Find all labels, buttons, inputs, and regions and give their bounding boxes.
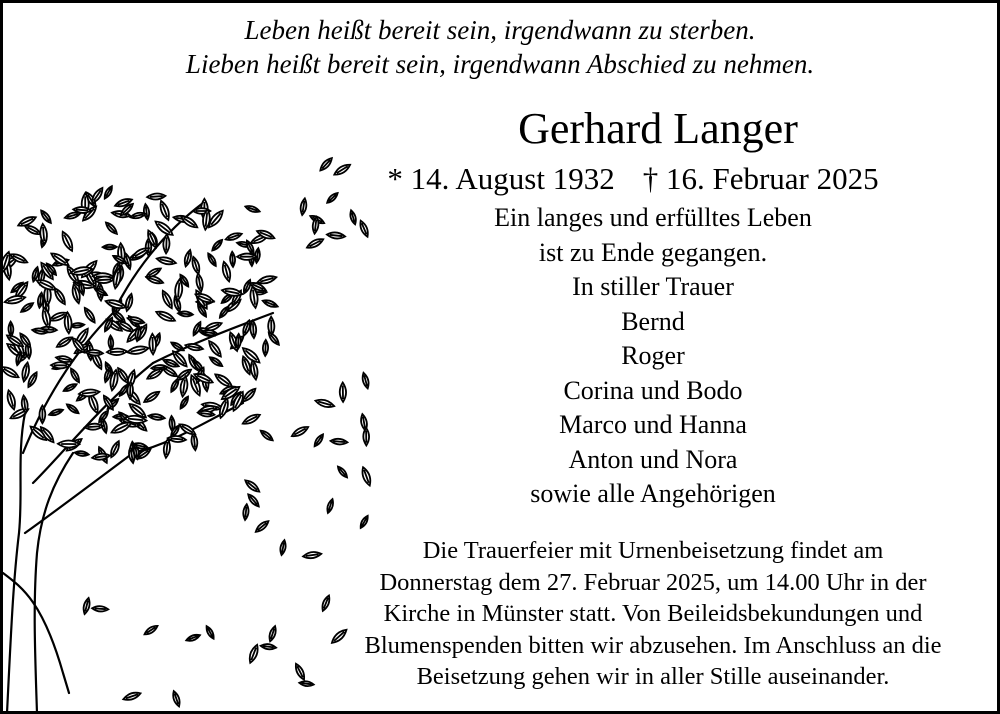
mourners-heading: In stiller Trauer [572, 272, 734, 301]
motto-line: Lieben heißt bereit sein, irgendwann Abschied zu nehmen. [185, 49, 815, 79]
tribute-and-mourners [398, 201, 908, 512]
leaf-shape [51, 362, 70, 368]
mourner-name: Corina und Bodo [563, 375, 743, 405]
leaf-shape [363, 428, 369, 446]
mourner-name: Anton und Nora [568, 444, 738, 474]
leaf-shape [326, 498, 335, 513]
tribute-line: ist zu Ende gegangen. [538, 237, 768, 267]
leaf-shape [103, 185, 114, 200]
deceased-name: Gerhard Langer [518, 104, 798, 153]
leaf-shape [55, 335, 73, 349]
leaf-shape [105, 298, 127, 311]
leaf-shape [299, 198, 307, 215]
leaf-shape [69, 367, 81, 383]
motto-quote [3, 13, 997, 81]
death-date: † 16. Februar 2025 [642, 161, 879, 196]
leaf-shape [65, 403, 80, 416]
leaf-shape [257, 274, 278, 285]
leaf-shape [259, 429, 274, 443]
leaf-shape [330, 438, 347, 445]
leaf-shape [263, 340, 269, 356]
leaf-shape [48, 408, 63, 417]
leaf-shape [127, 382, 133, 399]
motto-line: Leben heißt bereit sein, irgendwann zu sterben. [244, 15, 756, 45]
leaf-shape [206, 252, 218, 267]
leaf-shape [8, 322, 13, 337]
leaf-shape [60, 230, 76, 252]
leaf-shape [155, 309, 177, 324]
leaf-shape [247, 644, 260, 664]
leaf-shape [3, 364, 20, 380]
leaf-shape [358, 220, 370, 238]
leaf-shape [4, 294, 26, 305]
leaf-shape [171, 690, 181, 707]
leaf-shape [160, 289, 175, 309]
leaf-shape [359, 515, 370, 529]
leaf-shape [40, 406, 46, 424]
leaf-shape [58, 440, 80, 447]
leaf-shape [336, 465, 349, 479]
leaf-shape [147, 193, 166, 200]
mourner-name: Marco und Hanna [559, 410, 747, 439]
leaf-shape [237, 254, 256, 260]
leaf-shape [127, 345, 149, 356]
leaf-shape [221, 287, 243, 298]
leaf-shape [213, 372, 234, 390]
leaf-shape [230, 252, 236, 267]
leaf-shape [167, 435, 186, 442]
leaf-shape [327, 232, 346, 240]
leaf-shape [315, 398, 336, 409]
leaf-shape [185, 342, 204, 351]
leaf-shape [143, 204, 150, 220]
mourner-name: Roger [621, 341, 685, 370]
leaf-shape [74, 450, 89, 457]
leaf-shape [39, 209, 53, 225]
leaf-shape [191, 432, 199, 450]
leaf-shape [179, 395, 190, 409]
leaf-shape [195, 273, 204, 292]
leaf-shape [250, 320, 257, 338]
notice-line: Kirche in Münster statt. Von Beileidsbekundungen und [383, 600, 923, 627]
leaf-shape [62, 382, 77, 393]
leaf-shape [158, 200, 171, 221]
leaf-shape [183, 249, 193, 267]
leaf-shape [20, 301, 35, 314]
leaf-shape [254, 519, 270, 534]
leaf-shape [211, 238, 224, 252]
leaf-shape [290, 424, 309, 438]
leaf-shape [207, 339, 224, 358]
notice-line: Die Trauerfeier mit Urnenbeisetzung findet am [422, 537, 884, 564]
leaf-shape [108, 335, 113, 350]
mourner-name: sowie alle Angehörigen [530, 479, 776, 508]
leaf-shape [313, 433, 325, 448]
leaf-shape [225, 231, 243, 242]
leaf-shape [245, 204, 261, 214]
leaf-shape [268, 625, 278, 642]
leaf-shape [127, 315, 145, 325]
leaf-shape [235, 334, 241, 349]
leaf-shape [361, 372, 370, 389]
leaf-shape [340, 382, 347, 401]
tribute-line: Ein langes und erfülltes Leben [494, 203, 812, 232]
leaf-shape [143, 389, 161, 404]
leaf-shape [243, 478, 261, 494]
leaf-shape [293, 662, 306, 680]
notice-line: Blumenspenden bitten wir abzusehen. Im Anschluss an die [364, 631, 942, 659]
leaf-shape [5, 389, 17, 410]
leaf-shape [262, 298, 279, 309]
leaf-shape [109, 440, 122, 459]
leaf-shape [360, 466, 373, 486]
leaf-shape [306, 237, 325, 251]
funeral-notice [308, 535, 998, 693]
leaf-shape [148, 413, 165, 421]
leaf-shape [104, 221, 119, 236]
leaf-shape [267, 331, 281, 346]
leaf-shape [279, 540, 287, 556]
leaf-shape [41, 307, 52, 329]
birth-date: * 14. August 1932 [387, 161, 615, 196]
leaf-shape [205, 625, 216, 640]
notice-line: Beisetzung gehen wir in aller Stille auseinander. [416, 663, 890, 690]
leaf-shape [130, 211, 146, 219]
notice-line: Donnerstag dem 27. Februar 2025, um 14.00 Uhr in der [379, 568, 927, 596]
leaf-shape [79, 388, 100, 397]
leaf-shape [241, 412, 261, 426]
leaf-shape [185, 633, 200, 643]
leaf-shape [143, 624, 159, 637]
leaf-shape [153, 219, 174, 238]
leaf-shape [349, 210, 358, 225]
leaf-shape [82, 597, 91, 614]
life-dates [303, 159, 963, 199]
leaf-shape [124, 293, 134, 312]
leaf-shape [243, 504, 250, 520]
leaf-shape [260, 643, 276, 650]
leaf-shape [241, 319, 251, 336]
leaf-shape [190, 256, 201, 275]
mourner-name: Bernd [621, 306, 685, 336]
leaf-shape [122, 691, 141, 703]
leaf-shape [64, 312, 72, 334]
leaf-shape [156, 255, 177, 266]
leaf-shape [92, 606, 109, 612]
leaf-shape [174, 279, 183, 301]
leaf-shape [103, 245, 117, 250]
leaf-shape [82, 306, 97, 324]
